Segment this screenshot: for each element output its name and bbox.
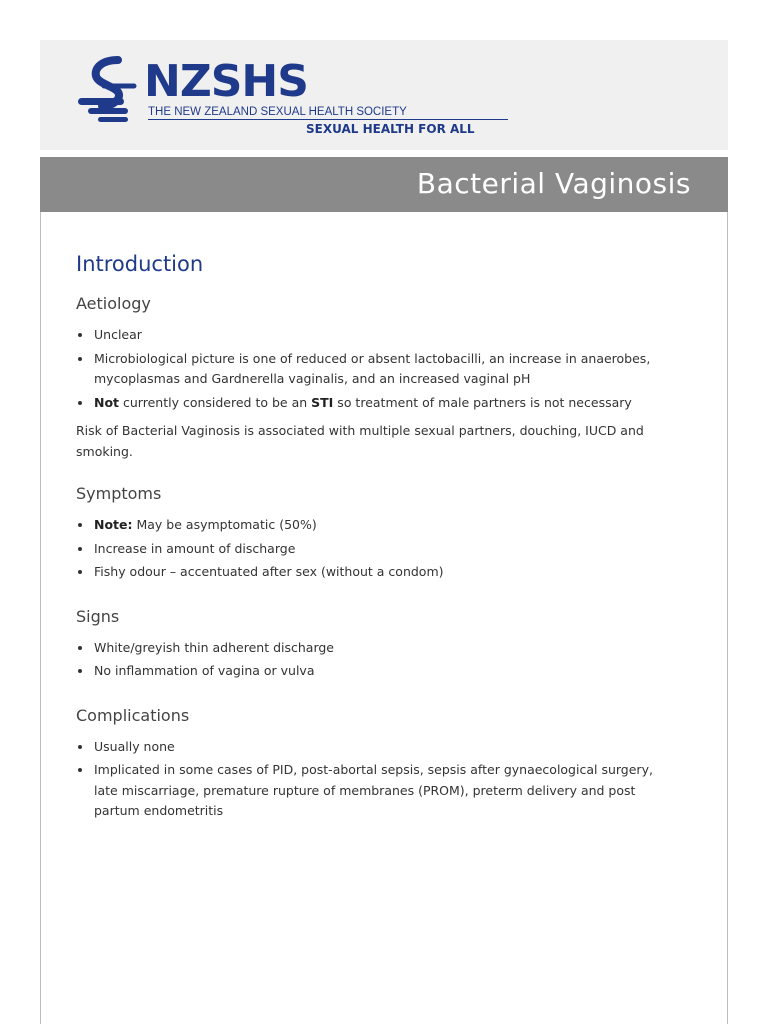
emphasis-text: Not (94, 394, 120, 410)
risk-paragraph: Risk of Bacterial Vaginosis is associated with multiple sexual partners, douching, IUCD and smoking. (76, 423, 644, 459)
list-item: Usually none (76, 737, 676, 758)
content-panel (40, 212, 728, 1024)
list-item: Fishy odour – accentuated after sex (without a condom) (76, 562, 676, 583)
note-label: Note: (94, 517, 133, 532)
signs-list (76, 638, 676, 682)
document-title: Bacterial Vaginosis (416, 167, 691, 200)
list-item-text: currently considered to be an (119, 394, 312, 410)
aetiology-list (76, 325, 676, 413)
list-item-text: so treatment of male partners is not necessary (333, 394, 632, 410)
introduction-heading: Introduction (76, 252, 204, 276)
aetiology-heading: Aetiology (76, 294, 151, 313)
list-item: Unclear (76, 325, 676, 346)
signs-heading: Signs (76, 606, 120, 626)
symptoms-list (76, 515, 676, 583)
list-item-text: May be asymptomatic (50%) (132, 517, 317, 532)
logo-subtitle: THE NEW ZEALAND SEXUAL HEALTH SOCIETY (148, 106, 508, 120)
nzshs-logo (74, 56, 514, 136)
list-item: Implicated in some cases of PID, post-abortal sepsis, sepsis after gynaecological surgery, late miscarriage, premature rupture of membranes (PROM), preterm delivery and post partum endometritis (76, 760, 676, 822)
list-item (76, 515, 676, 536)
list-item: No inflammation of vagina or vulva (76, 661, 676, 682)
list-item: Microbiological picture is one of reduced or absent lactobacilli, an increase in anaerobes, mycoplasmas and Gardnerella vaginalis, and an increased vaginal pH (76, 349, 676, 390)
logo-name: NZSHS (144, 56, 308, 107)
header-band (40, 40, 728, 150)
nzshs-emblem-icon (74, 56, 146, 134)
logo-tagline: SEXUAL HEALTH FOR ALL (306, 122, 475, 136)
title-band (40, 157, 728, 212)
emphasis-text: STI (311, 394, 334, 410)
list-item: Increase in amount of discharge (76, 539, 676, 560)
symptoms-heading: Symptoms (76, 484, 162, 503)
complications-heading: Complications (76, 705, 190, 725)
complications-list (76, 737, 676, 822)
document-page (40, 40, 728, 1024)
list-item (76, 393, 676, 414)
list-item: White/greyish thin adherent discharge (76, 638, 676, 659)
